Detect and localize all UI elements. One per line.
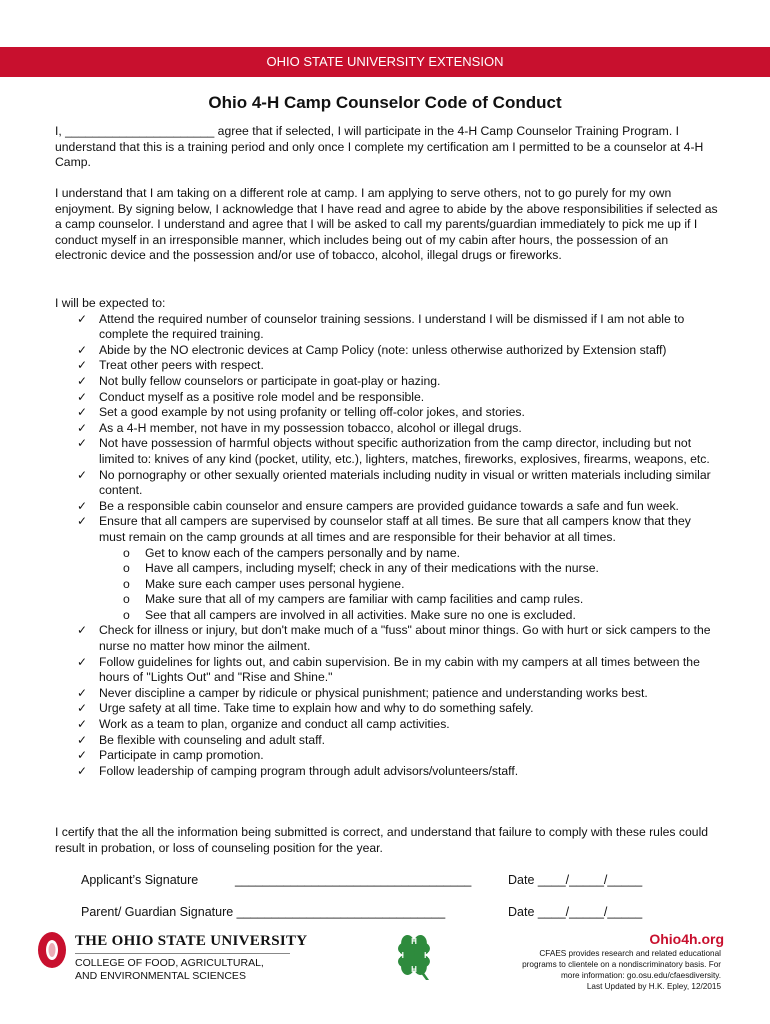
applicant-signature-label: Applicant’s Signature <box>81 873 199 887</box>
checkmark-icon: ✓ <box>77 732 88 747</box>
document-title: Ohio 4-H Camp Counselor Code of Conduct <box>208 93 562 112</box>
expectation-item-text: Attend the required number of counselor training sessions. I understand I will be dismissed if I am not able to complete the required training. <box>99 311 685 342</box>
checkmark-icon: ✓ <box>77 763 88 778</box>
checkmark-icon: ✓ <box>77 654 88 669</box>
expectation-item-text: Conduct myself as a positive role model and be responsible. <box>99 389 425 404</box>
supervision-sub-item-text: Get to know each of the campers personally and by name. <box>145 545 461 560</box>
expectation-item <box>55 358 720 374</box>
applicant-date-line: Date ____/_____/_____ <box>508 873 643 887</box>
expectation-item-text: Check for illness or injury, but don't make much of a "fuss" about minor things. Go with hurt or sick campers to the nurse no matter how minor the ailment. <box>99 623 711 654</box>
expectation-item <box>55 405 720 421</box>
supervision-sub-item-text: Make sure that all of my campers are familiar with camp facilities and camp rules. <box>145 592 584 607</box>
checkmark-icon: ✓ <box>77 748 88 763</box>
expectation-item <box>55 499 720 515</box>
supervision-sub-item-text: Have all campers, including myself; check in any of their medications with the nurse. <box>145 561 599 576</box>
expectation-item <box>55 748 720 764</box>
supervision-sub-item <box>55 608 720 624</box>
checkmark-icon: ✓ <box>77 405 88 420</box>
supervision-sub-item <box>55 577 720 593</box>
expectation-item <box>55 686 720 702</box>
expectation-item <box>55 733 720 749</box>
expectation-item <box>55 312 720 343</box>
checkmark-icon: ✓ <box>77 373 88 388</box>
parent-date-line: Date ____/_____/_____ <box>508 905 643 919</box>
ohio4h-site-link[interactable]: Ohio4h.org <box>649 931 724 947</box>
sub-bullet-icon: o <box>123 545 130 560</box>
osu-block-o-logo-icon <box>36 930 68 970</box>
cfaes-line-2: programs to clientele on a nondiscriminatory basis. For <box>522 960 721 969</box>
checkmark-icon: ✓ <box>77 717 88 732</box>
expectation-item-text: Treat other peers with respect. <box>99 358 264 373</box>
applicant-signature-line: __________________________________ <box>235 873 472 887</box>
expectation-item <box>55 701 720 717</box>
extension-banner: OHIO STATE UNIVERSITY EXTENSION <box>0 47 770 77</box>
checkmark-icon: ✓ <box>77 311 88 326</box>
expectation-item-text: Abide by the NO electronic devices at Camp Policy (note: unless otherwise authorized by Extension staff) <box>99 342 667 357</box>
checkmark-icon: ✓ <box>77 623 88 638</box>
expectation-item-text: No pornography or other sexually oriented materials including nudity in visual or written materials including similar content. <box>99 467 711 498</box>
cfaes-line-3: more information: go.osu.edu/cfaesdiversity. <box>560 971 721 980</box>
expectation-item-text: Be flexible with counseling and adult staff. <box>99 732 326 747</box>
checkmark-icon: ✓ <box>77 514 88 529</box>
checkmark-icon: ✓ <box>77 342 88 357</box>
expectation-item-text: As a 4-H member, not have in my possession tobacco, alcohol or illegal drugs. <box>99 420 522 435</box>
sub-bullet-icon: o <box>123 576 130 591</box>
college-name <box>75 957 264 983</box>
clover-h-left: H <box>398 951 404 960</box>
expectation-item <box>55 764 720 780</box>
expectation-item <box>55 374 720 390</box>
checkmark-icon: ✓ <box>77 389 88 404</box>
expectation-item <box>55 655 720 686</box>
supervision-sub-item-text: Make sure each camper uses personal hygiene. <box>145 576 405 591</box>
clover-h-bottom: H <box>411 965 417 974</box>
supervision-sub-item <box>55 561 720 577</box>
cfaes-line-1: CFAES provides research and related educational <box>539 949 721 958</box>
expectation-item-text: Follow leadership of camping program through adult advisors/volunteers/staff. <box>99 763 519 778</box>
checkmark-icon: ✓ <box>77 436 88 451</box>
expectation-item-text: Participate in camp promotion. <box>99 748 264 763</box>
4h-clover-icon <box>389 930 439 982</box>
checkmark-icon: ✓ <box>77 467 88 482</box>
supervision-sub-item <box>55 546 720 562</box>
college-line-1: COLLEGE OF FOOD, AGRICULTURAL, <box>75 957 264 969</box>
checkmark-icon: ✓ <box>77 498 88 513</box>
sub-bullet-icon: o <box>123 607 130 622</box>
expectation-item-text: Never discipline a camper by ridicule or physical punishment; patience and understanding works best. <box>99 685 648 700</box>
expectation-item <box>55 717 720 733</box>
expectation-item-text: Follow guidelines for lights out, and cabin supervision. Be in my cabin with my campers at all times between the hours of "Lights Out" and "Rise and Shine." <box>99 654 700 685</box>
checkmark-icon: ✓ <box>77 685 88 700</box>
supervision-sub-item-text: See that all campers are involved in all activities. Make sure no one is excluded. <box>145 607 576 622</box>
sub-bullet-icon: o <box>123 592 130 607</box>
checkmark-icon: ✓ <box>77 358 88 373</box>
parent-signature-line: Parent/ Guardian Signature ______________________________ <box>81 905 446 919</box>
expectation-item <box>55 623 720 654</box>
expectation-item <box>55 390 720 406</box>
agreement-paragraph: I, ______________________ agree that if selected, I will participate in the 4-H Camp Counselor Training Program. I understand that this is a training period and only once I complete my certification am I permitted to be a counselor at 4-H Camp. <box>55 124 704 170</box>
sub-bullet-icon: o <box>123 561 130 576</box>
checkmark-icon: ✓ <box>77 420 88 435</box>
expectation-item-text: Not bully fellow counselors or participate in goat-play or hazing. <box>99 373 441 388</box>
expectation-item <box>55 436 720 467</box>
expectation-item-text: Set a good example by not using profanity or telling off-color jokes, and stories. <box>99 405 525 420</box>
expectation-item <box>55 343 720 359</box>
certification-statement: I certify that the all the information being submitted is correct, and understand that failure to comply with these rules could result in probation, or loss of counseling position for the year. <box>55 825 709 855</box>
university-name: THE OHIO STATE UNIVERSITY <box>75 933 308 949</box>
expectation-item-text: Not have possession of harmful objects without specific authorization from the camp director, including but not limited to: knives of any kind (pocket, utility, etc.), lighters, matches, fireworks, explosives, firearms, weapons, etc. <box>99 436 710 466</box>
college-line-2: AND ENVIRONMENTAL SCIENCES <box>75 970 246 982</box>
university-divider <box>75 953 290 954</box>
expectations-list <box>55 296 720 779</box>
clover-h-right: H <box>424 951 430 960</box>
cfaes-notice <box>481 948 721 992</box>
expectation-item-text: Work as a team to plan, organize and conduct all camp activities. <box>99 717 450 732</box>
expectation-item-text: Be a responsible cabin counselor and ensure campers are provided guidance towards a safe and fun week. <box>99 498 679 513</box>
expectation-item <box>55 468 720 499</box>
expectation-item-text: Urge safety at all time. Take time to explain how and why to do something safely. <box>99 701 534 716</box>
checkmark-icon: ✓ <box>77 701 88 716</box>
expectation-item <box>55 421 720 437</box>
last-updated: Last Updated by H.K. Epley, 12/2015 <box>586 982 721 991</box>
clover-h-top: H <box>411 937 417 946</box>
role-paragraph: I understand that I am taking on a different role at camp. I am applying to serve others, not to go purely for my own enjoyment. By signing below, I acknowledge that I have read and agree to abide by the above responsibilities if selected as a camp counselor. I understand and agree that I will be asked to call my parents/guardian immediately to pick me up if I conduct myself in an irresponsible manner, which includes being out of my cabin after hours, the possession of an electronic device and the possession and/or use of tobacco, alcohol, illegal drugs or fireworks. <box>55 186 718 263</box>
expectation-item <box>55 514 720 545</box>
expectations-intro: I will be expected to: <box>55 296 166 310</box>
supervision-sub-item <box>55 592 720 608</box>
expectation-item-text: Ensure that all campers are supervised by counselor staff at all times. Be sure that all campers know that they must remain on the camp grounds at all times and are responsible for their behavior at all times. <box>99 514 691 544</box>
